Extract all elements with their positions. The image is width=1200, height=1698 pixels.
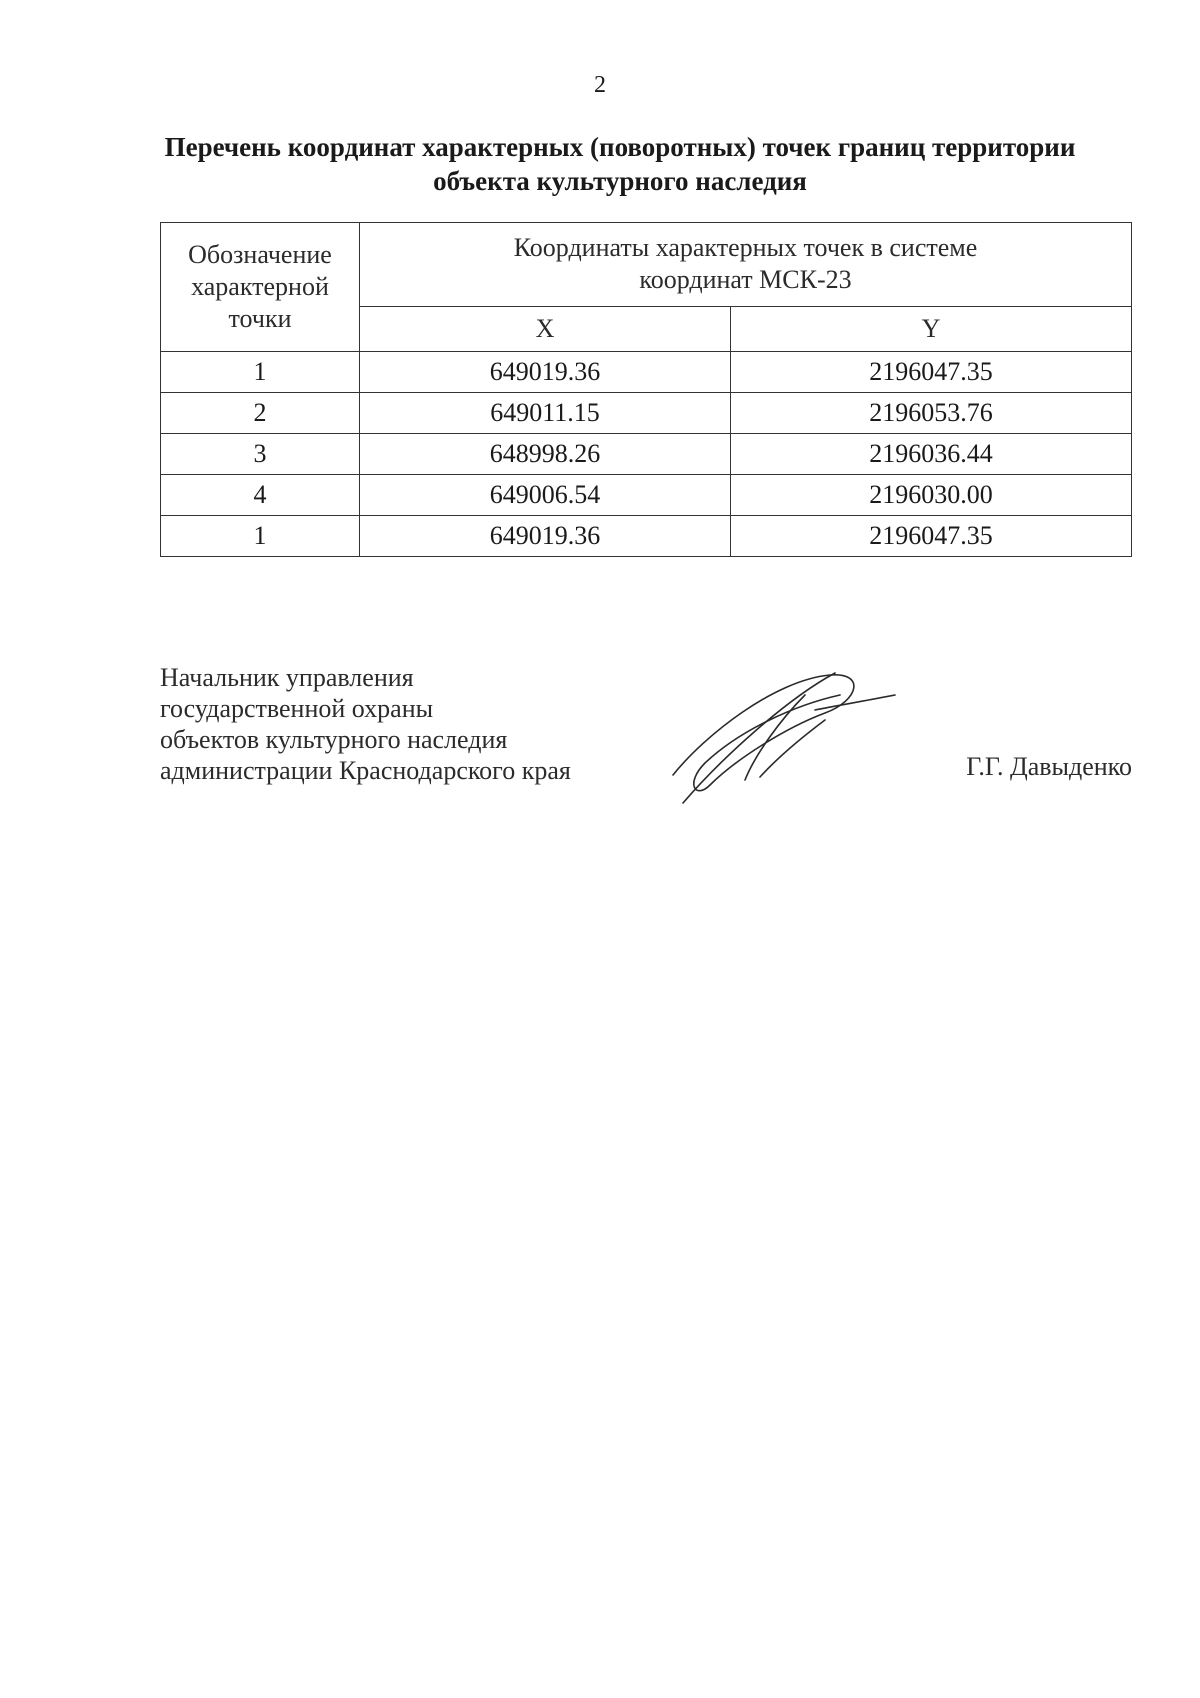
cell-y: 2196030.00 [731, 475, 1132, 516]
signatory-position-line-4: администрации Краснодарского края [160, 756, 571, 785]
signatory-position-line-1: Начальник управления [160, 663, 414, 692]
header-coordinates-line-2: координат МСК-23 [639, 265, 852, 295]
header-point-designation [161, 223, 360, 352]
cell-point: 2 [161, 393, 360, 434]
cell-x: 649006.54 [360, 475, 731, 516]
cell-point: 4 [161, 475, 360, 516]
signatory-position-line-2: государственной охраны [160, 694, 434, 723]
header-point-line-3: точки [228, 304, 292, 333]
header-x: X [360, 306, 731, 351]
header-y: Y [731, 306, 1132, 351]
cell-y: 2196047.35 [731, 352, 1132, 393]
document-title-line-2: объекта культурного наследия [433, 166, 807, 196]
cell-x: 648998.26 [360, 434, 731, 475]
cell-point: 1 [161, 352, 360, 393]
cell-x: 649011.15 [360, 393, 731, 434]
table-row [161, 475, 1132, 516]
header-coordinates [360, 223, 1132, 307]
cell-y: 2196053.76 [731, 393, 1132, 434]
signatory-position-line-3: объектов культурного наследия [160, 725, 508, 754]
table-row [161, 434, 1132, 475]
document-title-line-1: Перечень координат характерных (поворотных) точек границ территории [164, 132, 1076, 162]
cell-x: 649019.36 [360, 352, 731, 393]
cell-y: 2196047.35 [731, 516, 1132, 557]
document-title [140, 130, 1100, 198]
table-header-row [161, 223, 1132, 307]
coordinates-table [160, 222, 1132, 557]
page-number: 2 [594, 72, 606, 98]
signatory-position [160, 662, 571, 786]
cell-point: 1 [161, 516, 360, 557]
signer-name: Г.Г. Давыденко [966, 752, 1132, 781]
cell-x: 649019.36 [360, 516, 731, 557]
cell-point: 3 [161, 434, 360, 475]
header-coordinates-line-1: Координаты характерных точек в системе [513, 233, 978, 263]
table-row [161, 393, 1132, 434]
cell-y: 2196036.44 [731, 434, 1132, 475]
header-point-line-1: Обозначение [188, 240, 332, 269]
header-point-line-2: характерной [191, 272, 329, 301]
handwritten-signature-icon [665, 665, 905, 815]
table-row [161, 352, 1132, 393]
table-row [161, 516, 1132, 557]
